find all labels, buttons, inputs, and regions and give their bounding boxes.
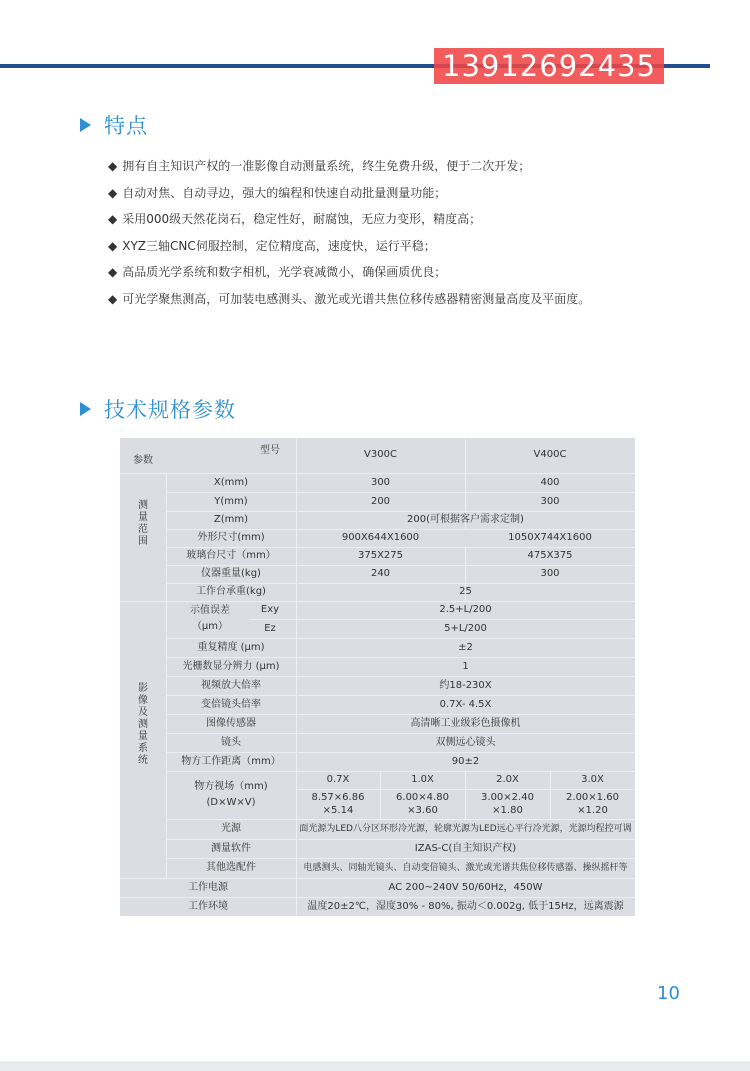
glass-v2: 475X375 bbox=[527, 550, 573, 561]
env-label: 工作环境 bbox=[188, 900, 228, 912]
diamond-bullet-icon: ◆ bbox=[108, 159, 118, 173]
feature-item: ◆ XYZ三轴CNC伺服控制，定位精度高，速度快，运行平稳； bbox=[108, 238, 436, 253]
zoom-value: 0.7X- 4.5X bbox=[439, 698, 492, 710]
fov-size: 8.57×6.86 bbox=[311, 791, 365, 803]
resolution-value: 1 bbox=[462, 660, 469, 672]
group-range-label: 测量范围 bbox=[138, 500, 148, 547]
diamond-bullet-icon: ◆ bbox=[108, 291, 118, 306]
power-label: 工作电源 bbox=[188, 881, 228, 893]
y-label: Y(mm) bbox=[214, 495, 248, 507]
page-number: 10 bbox=[657, 983, 680, 1004]
fov-size: 6.00×4.80 bbox=[396, 791, 449, 803]
feature-item: ◆ 可光学聚焦测高，可加装电感测头、激光或光谱共焦位移传感器精密测量高度及平面度。 bbox=[108, 291, 591, 306]
software-value: IZAS-C(自主知识产权) bbox=[414, 842, 517, 854]
specs-heading bbox=[80, 394, 236, 424]
fov-size: 2.00×1.60 bbox=[566, 791, 619, 803]
dims-v1: 900X644X1600 bbox=[341, 532, 420, 543]
video-mag-label: 视频放大倍率 bbox=[201, 679, 261, 691]
fov-size: ×1.20 bbox=[577, 804, 608, 816]
y-v2: 300 bbox=[540, 495, 560, 507]
fov-mag: 2.0X bbox=[496, 774, 519, 785]
specs-title: 技术规格参数 bbox=[104, 398, 236, 422]
resolution-label: 光栅数显分辨力 (μm) bbox=[182, 660, 280, 672]
repeat-value: ±2 bbox=[458, 641, 473, 653]
env-value: 温度20±2℃，湿度30% - 80%, 振动＜0.002g, 低于15Hz，远离震源 bbox=[307, 900, 624, 912]
load-value: 25 bbox=[459, 586, 472, 597]
dims-label: 外形尺寸(mm) bbox=[197, 532, 265, 543]
x-v2: 400 bbox=[540, 476, 560, 488]
options-label: 其他选配件 bbox=[206, 862, 256, 873]
feature-item: ◆ 采用000级天然花岗石，稳定性好，耐腐蚀，无应力变形，精度高； bbox=[108, 212, 482, 226]
x-v1: 300 bbox=[370, 476, 391, 488]
features-heading bbox=[80, 110, 148, 140]
triangle-icon bbox=[80, 118, 91, 132]
light-value: 面光源为LED八分区环形冷光源，轮廓光源为LED远心平行冷光源，光源均程控可调 bbox=[299, 824, 632, 834]
glass-label: 玻璃台尺寸（mm） bbox=[186, 550, 276, 561]
error-label: 示值误差 bbox=[190, 605, 230, 616]
video-mag-value: 约18-230X bbox=[439, 679, 492, 691]
feature-item: ◆ 高品质光学系统和数字相机，光学衰减微小，确保画质优良； bbox=[108, 265, 447, 279]
exy-value: 2.5+L/200 bbox=[439, 604, 492, 615]
model-v300c: V300C bbox=[364, 449, 397, 460]
fov-size: 3.00×2.40 bbox=[481, 791, 534, 803]
power-value: AC 200~240V 50/60Hz，450W bbox=[388, 881, 543, 893]
phone-number: 13912692435 bbox=[434, 48, 664, 84]
sensor-value: 高清晰工业级彩色摄像机 bbox=[410, 717, 521, 729]
feature-item: ◆ 拥有自主知识产权的一准影像自动测量系统，终生免费升级，便于二次开发； bbox=[108, 159, 531, 173]
z-label: Z(mm) bbox=[213, 514, 249, 525]
fov-mag: 3.0X bbox=[581, 774, 604, 785]
lens-label: 镜头 bbox=[221, 736, 241, 748]
options-value: 电感测头、同轴光镜头、自动变倍镜头、激光或光谱共焦位移传感器、操纵摇杆等 bbox=[303, 863, 628, 873]
repeat-label: 重复精度 (μm) bbox=[197, 641, 265, 653]
weight-v2: 300 bbox=[540, 568, 560, 579]
fov-size: ×5.14 bbox=[322, 804, 354, 816]
diamond-bullet-icon: ◆ bbox=[108, 185, 118, 200]
load-label: 工作台承重(kg) bbox=[196, 586, 266, 597]
param-label: 参数 bbox=[133, 455, 153, 466]
spec-table bbox=[120, 438, 635, 916]
exy-label: Exy bbox=[260, 604, 280, 615]
fov-size: ×3.60 bbox=[407, 804, 438, 816]
fov-label: 物方视场（mm) bbox=[194, 781, 268, 792]
software-label: 测量软件 bbox=[211, 842, 251, 854]
dims-v2: 1050X744X1600 bbox=[508, 532, 592, 543]
fov-mag: 1.0X bbox=[411, 774, 434, 785]
weight-label: 仪器重量(kg) bbox=[201, 568, 261, 579]
features-title: 特点 bbox=[104, 114, 148, 138]
glass-v1: 375X275 bbox=[357, 550, 404, 561]
error-unit: （μm） bbox=[191, 621, 229, 632]
fov-mag: 0.7X bbox=[326, 774, 350, 785]
group-imaging-label: 影像及测量系统 bbox=[138, 683, 148, 766]
diamond-bullet-icon: ◆ bbox=[108, 212, 118, 226]
wd-value: 90±2 bbox=[451, 755, 480, 767]
y-v1: 200 bbox=[370, 495, 391, 507]
weight-v1: 240 bbox=[370, 568, 391, 579]
x-label: X(mm) bbox=[213, 476, 249, 488]
z-value: 200(可根据客户需求定制) bbox=[407, 514, 524, 525]
bottom-band bbox=[0, 1061, 750, 1071]
ez-value: 5+L/200 bbox=[444, 622, 487, 634]
model-v400c: V400C bbox=[533, 449, 567, 460]
feature-list bbox=[108, 156, 590, 315]
feature-item: ◆ 自动对焦、自动寻边，强大的编程和快速自动批量测量功能； bbox=[108, 185, 447, 200]
lens-value: 双侧远心镜头 bbox=[435, 736, 496, 748]
triangle-icon bbox=[80, 402, 91, 416]
model-label: 型号 bbox=[260, 445, 280, 456]
wd-label: 物方工作距离（mm） bbox=[181, 755, 281, 767]
zoom-label: 变倍镜头倍率 bbox=[201, 698, 261, 710]
ez-label: Ez bbox=[264, 622, 276, 634]
fov-dims-label: (D×W×V) bbox=[206, 797, 256, 808]
light-label: 光源 bbox=[221, 823, 241, 834]
diamond-bullet-icon: ◆ bbox=[108, 238, 118, 253]
diamond-bullet-icon: ◆ bbox=[108, 265, 118, 279]
sensor-label: 图像传感器 bbox=[206, 717, 256, 729]
fov-size: ×1.80 bbox=[492, 804, 523, 816]
